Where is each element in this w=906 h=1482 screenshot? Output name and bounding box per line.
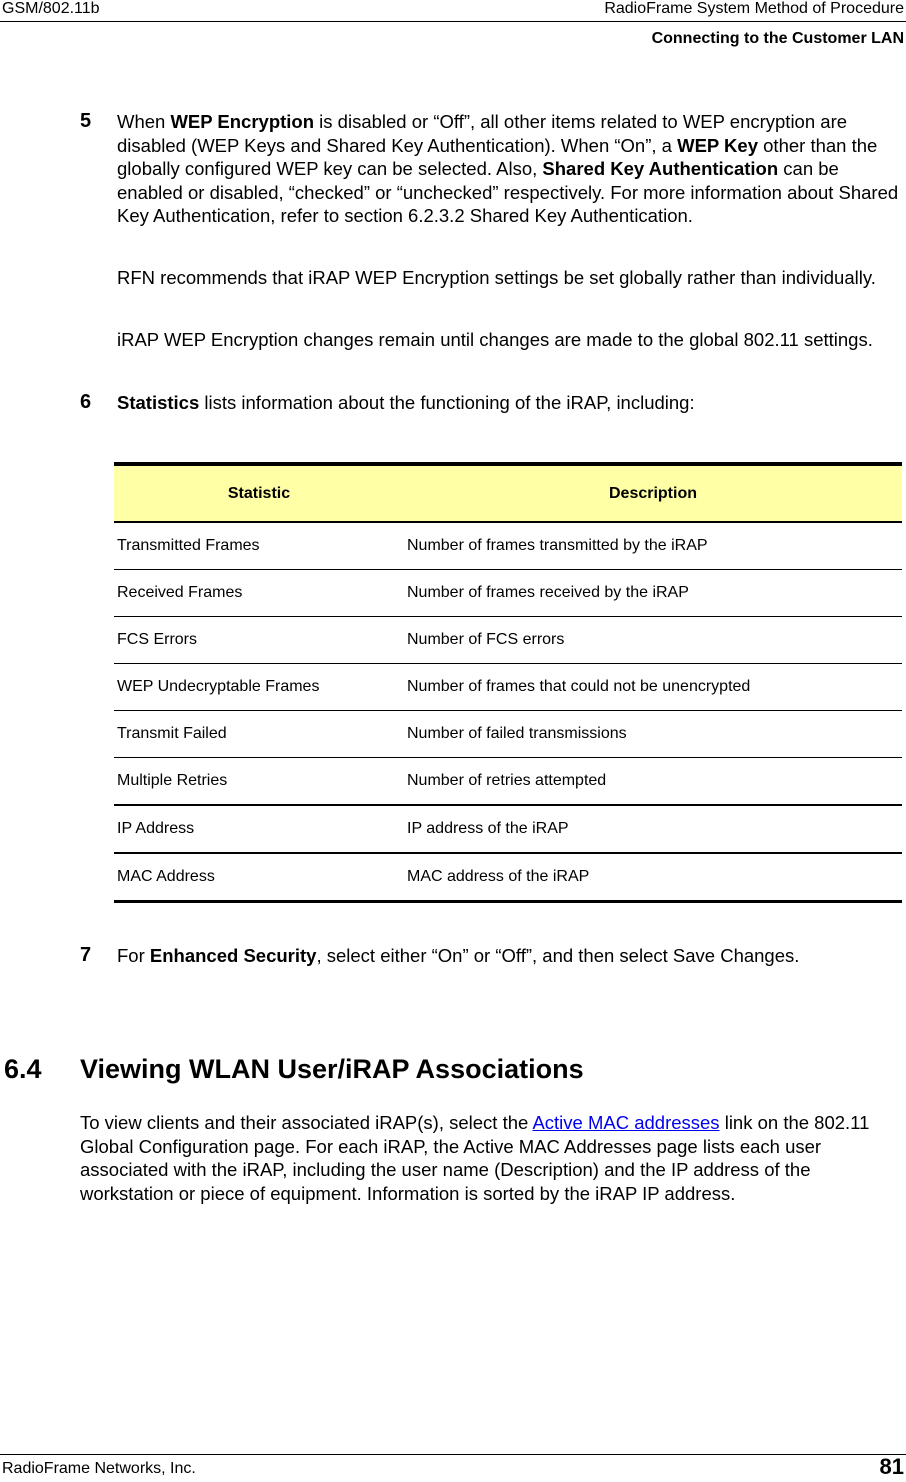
table-row [114,522,902,570]
cell-statistic: Transmit Failed [114,711,404,758]
cell-description: Number of FCS errors [404,617,902,664]
step-6-bold-statistics: Statistics [117,392,200,413]
section-heading [4,1054,584,1085]
cell-description: Number of retries attempted [404,758,902,806]
cell-statistic: MAC Address [114,853,404,902]
cell-statistic: Transmitted Frames [114,522,404,570]
table-row [114,711,902,758]
step-7-bold-enhanced-security: Enhanced Security [149,945,317,966]
section-paragraph [80,1111,902,1205]
section-title: Viewing WLAN User/iRAP Associations [80,1054,584,1084]
step-6-number: 6 [80,391,92,413]
header-rule [0,21,906,22]
cell-description: Number of frames that could not be unencrypted [404,664,902,711]
step-7-text [117,944,902,968]
step-7-number: 7 [80,944,92,966]
step-7-text-part: , select either “On” or “Off”, and then select Save Changes. [316,945,800,966]
table-row [114,664,902,711]
cell-description: Number of frames transmitted by the iRAP [404,522,902,570]
step-5-bold-wep-key: WEP Key [677,134,758,156]
step-5-text-part: When [117,111,171,132]
step-5-text [117,110,902,228]
step-5-text-part: can be enabled or disabled, “checked” or “unchecked” respectively. For more information about Shared Key Authentication, refer to section 6.2.3.2 Shared Key Authentication. [117,158,899,226]
table-row [114,617,902,664]
section-text-part: link on the 802.11 Global Configuration page. For each iRAP, the Active MAC Addresses page lists each user associated with the iRAP, including the user name (Description) and the IP address of the workstation or piece of equipment. Information is sorted by the iRAP IP address. [80,1112,870,1204]
header-doc-title: RadioFrame System Method of Procedure [604,0,904,17]
step-6-text-part: lists information about the functioning of the iRAP, including: [199,392,695,413]
cell-statistic: Multiple Retries [114,758,404,806]
cell-statistic: FCS Errors [114,617,404,664]
header-doc-id: GSM/802.11b [2,0,100,17]
footer-rule [0,1454,906,1455]
step-5-bold-shared-key: Shared Key Authentication [542,158,779,179]
statistics-table [114,462,902,903]
step-5 [80,110,902,228]
step-7 [80,944,902,968]
table-header-row [114,464,902,522]
table-row [114,853,902,902]
step-6 [80,391,902,415]
section-text-part: To view clients and their associated iRAP(s), select the [80,1112,533,1133]
step-5-paragraph-3: iRAP WEP Encryption changes remain until changes are made to the global 802.11 settings. [117,329,873,350]
column-header-statistic: Statistic [114,464,404,522]
step-5-number: 5 [80,110,92,132]
cell-statistic: Received Frames [114,570,404,617]
cell-description: IP address of the iRAP [404,805,902,853]
cell-description: Number of frames received by the iRAP [404,570,902,617]
cell-description: MAC address of the iRAP [404,853,902,902]
step-7-text-part: For [117,945,150,966]
step-5-bold-wep-encryption: WEP Encryption [170,111,315,132]
step-5-paragraph-2: RFN recommends that iRAP WEP Encryption settings be set globally rather than individually. [117,267,876,288]
active-mac-addresses-link[interactable]: Active MAC addresses [532,1112,720,1133]
cell-description: Number of failed transmissions [404,711,902,758]
cell-statistic: WEP Undecryptable Frames [114,664,404,711]
cell-statistic: IP Address [114,805,404,853]
section-number: 6.4 [4,1054,42,1084]
header-chapter-title: Connecting to the Customer LAN [651,30,904,47]
table-row [114,758,902,806]
footer-page-number: 81 [879,1454,904,1479]
table-row [114,570,902,617]
step-6-text [117,391,902,415]
column-header-description: Description [404,464,902,522]
footer-company: RadioFrame Networks, Inc. [2,1460,196,1477]
step-5-text-part: other than the globally configured WEP key can be selected. Also, [117,134,878,179]
table-row [114,805,902,853]
step-5-text-part: is disabled or “Off”, all other items related to WEP encryption are disabled (WEP Keys and Shared Key Authentication). When “On”, a [117,111,848,156]
